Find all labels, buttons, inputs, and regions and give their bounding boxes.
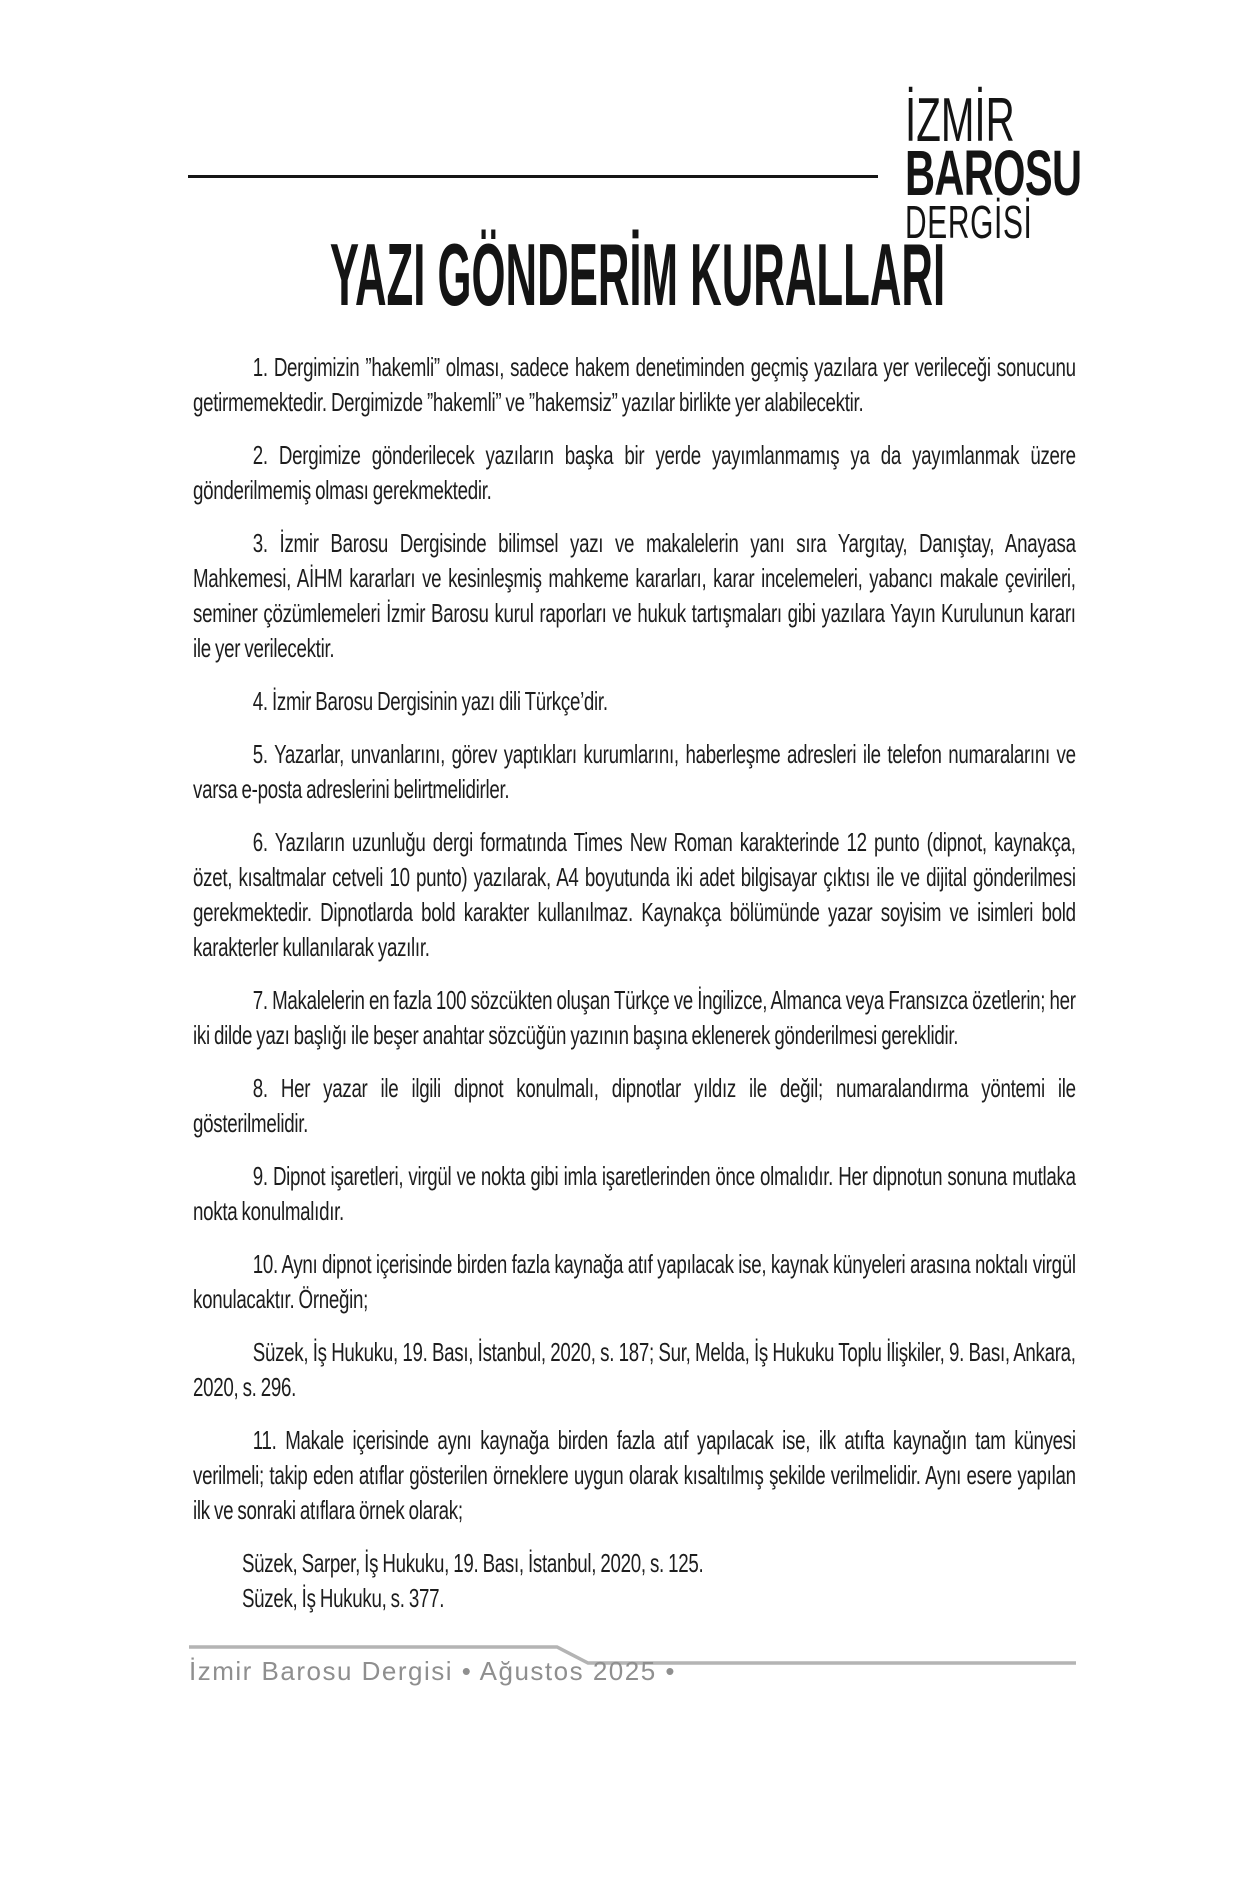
rule-paragraph-1: 1. Dergimizin ”hakemli” olması, sadece hakem denetiminden geçmiş yazılara yer verileceği sonucunu getirmemektedir. Dergimizde ”hakemli” ve ”hakemsiz” yazılar birlikte yer alabilecektir. — [193, 352, 1076, 417]
rule-paragraph-5: 5. Yazarlar, unvanlarını, görev yaptıkları kurumlarını, haberleşme adresleri ile telefon numaralarını ve varsa e-posta adreslerini belirtmelidirler. — [193, 739, 1076, 804]
rule-paragraph-4: 4. İzmir Barosu Dergisinin yazı dili Türkçe’dir. — [252, 686, 608, 716]
rule-paragraph-7: 7. Makalelerin en fazla 100 sözcükten oluşan Türkçe ve İngilizce, Almanca veya Fransızca özetlerin; her iki dilde yazı başlığı ile beşer anahtar sözcüğün yazının başına eklenerek gönderilmesi gereklidir. — [193, 985, 1076, 1050]
submission-rules-list — [193, 350, 1076, 1616]
logo-word-dergisi: DERGİSİ — [905, 196, 1033, 248]
footer-journal-info: İzmir Barosu Dergisi • Ağustos 2025 • — [189, 1656, 677, 1686]
journal-logo — [905, 86, 1082, 248]
rule-paragraph-2: 2. Dergimize gönderilecek yazıların başka bir yerde yayımlanmamış ya da yayımlanmak üzere gönderilmemiş olması gerekmektedir. — [193, 440, 1076, 505]
citation-example-line: Süzek, İş Hukuku, s. 377. — [241, 1583, 445, 1613]
rule-paragraph-12: 11. Makale içerisinde aynı kaynağa birden fazla atıf yapılacak ise, ilk atıfta kaynağın tam künyesi verilmeli; takip eden atıflar gösterilen örneklere uygun olarak kısaltılmış şekilde verilmelidir. Aynı esere yapılan ilk ve sonraki atıflara örnek olarak; — [193, 1425, 1076, 1525]
citation-example-line: Süzek, Sarper, İş Hukuku, 19. Bası, İstanbul, 2020, s. 125. — [241, 1548, 704, 1578]
header-divider-line — [188, 175, 878, 178]
rule-paragraph-3: 3. İzmir Barosu Dergisinde bilimsel yazı ve makalelerin yanı sıra Yargıtay, Danıştay, Anayasa Mahkemesi, AİHM kararları ve kesinleşmiş mahkeme kararları, karar incelemeleri, yabancı makale çevirileri, seminer çözümlemeleri İzmir Barosu kurul raporları ve hukuk tartışmaları gibi yazılara Yayın Kurulunun kararı ile yer verilecektir. — [193, 528, 1076, 663]
page-title: YAZI GÖNDERİM KURALLARI — [329, 225, 946, 324]
rule-paragraph-9: 9. Dipnot işaretleri, virgül ve nokta gibi imla işaretlerinden önce olmalıdır. Her dipnotun sonuna mutlaka nokta konulmalıdır. — [193, 1161, 1076, 1226]
logo-word-izmir: İZMİR — [905, 86, 1015, 155]
rule-paragraph-10: 10. Aynı dipnot içerisinde birden fazla kaynağa atıf yapılacak ise, kaynak künyeleri arasına noktalı virgül konulacaktır. Örneğin; — [193, 1249, 1076, 1314]
document-content — [193, 225, 1076, 1616]
rule-paragraph-8: 8. Her yazar ile ilgili dipnot konulmalı, dipnotlar yıldız ile değil; numaralandırma yöntemi ile gösterilmelidir. — [193, 1073, 1076, 1138]
citation-example: Süzek, İş Hukuku, 19. Bası, İstanbul, 2020, s. 187; Sur, Melda, İş Hukuku Toplu İlişkiler, 9. Bası, Ankara, 2020, s. 296. — [193, 1337, 1076, 1402]
rule-paragraph-6: 6. Yazıların uzunluğu dergi formatında Times New Roman karakterinde 12 punto (dipnot, kaynakça, özet, kısaltmalar cetveli 10 punto) yazılarak, A4 boyutunda iki adet bilgisayar çıktısı ile ve dijital gönderilmesi gerekmektedir. Dipnotlarda bold karakter kullanılmaz. Kaynakça bölümünde yazar soyisim ve isimleri bold karakterler kullanılarak yazılır. — [193, 827, 1076, 962]
logo-word-barosu: BAROSU — [905, 137, 1082, 209]
